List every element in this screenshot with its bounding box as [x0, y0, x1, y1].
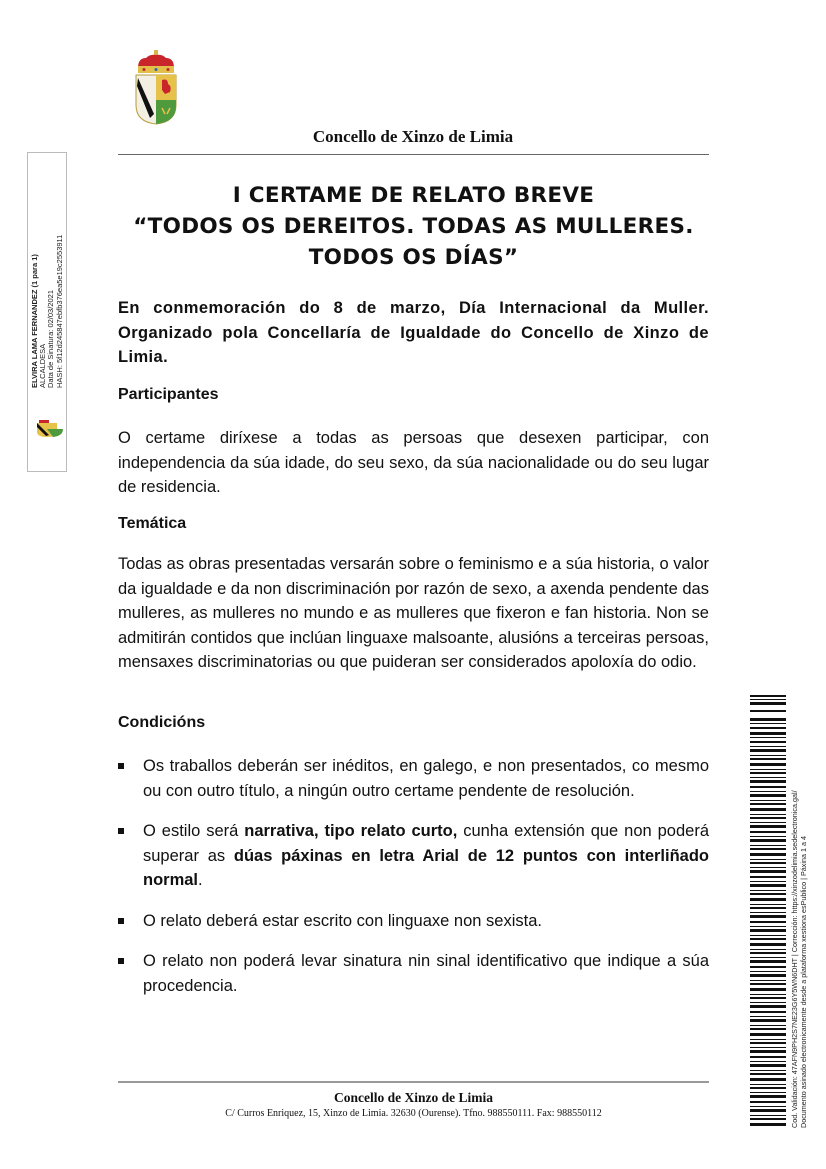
condicions-list [118, 754, 709, 1014]
list-item-text: O relato non poderá levar sinatura nin sinal identificativo que indique a súa procedencia. [143, 952, 709, 995]
header-title: Concello de Xinzo de Limia [312, 127, 514, 146]
validation-code: Cod. Validación: 47AFN9PH2S7NE23G6Y5WN6DHT | Corrección: https://xinzodelimia.sedelectronica.gal/ [790, 790, 799, 1128]
document-title [118, 180, 709, 273]
intro-paragraph: En conmemoración do 8 de marzo, Día Internacional da Muller. Organizado pola Concellaría de Igualdade do Concello de Xinzo de Limia. [118, 299, 709, 366]
footer-name: Concello de Xinzo de Limia [334, 1090, 493, 1105]
stamp-coat-of-arms-icon [35, 420, 65, 438]
list-item [118, 949, 709, 998]
footer-divider [118, 1081, 709, 1083]
list-item [118, 754, 709, 803]
validation-platform: Documento asinado electronicamente desde a plataforma xestiona esPublico | Páxina 1 a 4 [799, 836, 808, 1128]
title-line: TODOS OS DÍAS” [308, 245, 519, 270]
title-line: “TODOS OS DEREITOS. TODAS AS MULLERES. [133, 214, 694, 239]
footer-address: C/ Curros Enriquez, 15, Xinzo de Limia. 32630 (Ourense). Tfno. 988550111. Fax: 988550112 [225, 1108, 602, 1119]
validation-text [790, 790, 808, 1128]
signature-date: Data de Sinatura: 02/03/2021 [46, 290, 56, 388]
list-item-text: cunha extensión que non poderá superar as [143, 822, 709, 865]
barcode [750, 695, 786, 1128]
tematica-paragraph: Todas as obras presentadas versarán sobre o feminismo e a súa historia, o valor da igualdade e da non discriminación por razón de sexo, a axenda pendente das mulleres, as mulleres no mundo e as mulleres que fixeron e fan historia. Non se admitirán contidos que inclúan linguaxe malsoante, alusións a terceiras persoas, mensaxes discriminatorias ou que puideran ser considerados apoloxía do odio. [118, 555, 709, 671]
square-bullet-icon [118, 958, 124, 964]
list-item-text: O estilo será [143, 822, 245, 840]
coat-of-arms-icon [132, 50, 180, 126]
participantes-paragraph: O certame diríxese a todas as persoas que desexen participar, con independencia da súa idade, do seu sexo, da súa nacionalidade ou do seu lugar de residencia. [118, 429, 709, 496]
title-line: I CERTAME DE RELATO BREVE [232, 183, 595, 208]
section-heading-condicions: Condicións [118, 714, 206, 731]
square-bullet-icon [118, 763, 124, 769]
signature-stamp-text [31, 235, 64, 388]
signer-role: ALCALDESA [38, 343, 48, 388]
list-item-text: O relato deberá estar escrito con linguaxe non sexista. [143, 911, 542, 930]
list-item [118, 819, 709, 893]
section-heading-participantes: Participantes [118, 386, 219, 403]
signature-hash: HASH: 5f12d245847ebfb376ea5e19c2553911 [54, 234, 64, 388]
square-bullet-icon [118, 828, 124, 834]
square-bullet-icon [118, 918, 124, 924]
list-item-text: . [198, 871, 203, 889]
list-item [118, 909, 709, 934]
list-item-bold-text: dúas páxinas en letra Arial de 12 puntos con interliñado normal [143, 846, 709, 889]
list-item-text: Os traballos deberán ser inéditos, en galego, e non presentados, co mesmo ou con outro título, a ningún outro certame pendente de resolución. [143, 757, 709, 800]
header-divider [118, 154, 709, 155]
list-item-bold-text: narrativa, tipo relato curto, [244, 822, 458, 840]
section-heading-tematica: Temática [118, 515, 187, 532]
signer-name: ELVIRA LAMA FERNANDEZ (1 para 1) [30, 254, 39, 388]
